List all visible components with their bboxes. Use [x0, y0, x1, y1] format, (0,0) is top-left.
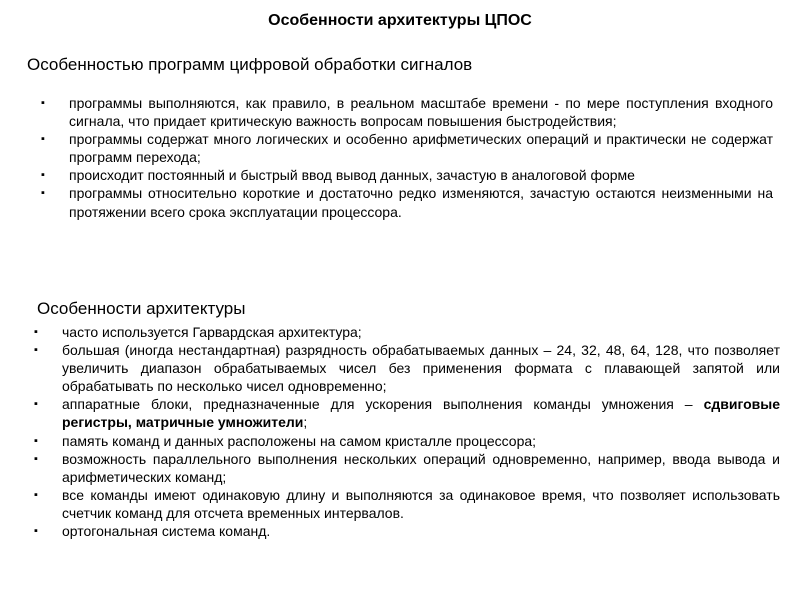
section1-heading: Особенностью программ цифровой обработки сигналов	[27, 55, 473, 74]
list-item-bold-text: сдвиговые регистры, матричные умножители	[62, 396, 780, 431]
list-item-text: возможность параллельного выполнения нескольких операций одновременно, например, ввода вывода и арифметических команд;	[62, 450, 780, 485]
bullet-icon: ▪	[34, 452, 38, 465]
list-item-text: ортогональная система команд.	[62, 523, 271, 540]
list-item	[41, 166, 773, 184]
list-item	[34, 323, 780, 341]
bullet-icon: ▪	[41, 97, 45, 109]
list-item	[34, 486, 780, 522]
bullet-icon: ▪	[34, 398, 38, 411]
page-title: Особенности архитектуры ЦПОС	[268, 12, 532, 29]
list-item	[34, 450, 780, 486]
section2-heading: Особенности архитектуры	[37, 299, 246, 318]
list-item-text: программы выполняются, как правило, в реальном масштабе времени - по мере поступления входного сигнала, что придает критическую важность вопросам повышения быстродействия;	[69, 95, 773, 130]
list-item-text: аппаратные блоки, предназначенные для ускорения выполнения команды умножения –	[62, 396, 704, 413]
list-item	[41, 184, 773, 220]
bullet-icon: ▪	[34, 326, 38, 338]
list-item-text: все команды имеют одинаковую длину и выполняются за одинаковое время, что позволяет использовать счетчик команд для отсчета временных интервалов.	[62, 486, 780, 521]
list-item	[34, 432, 780, 450]
list-item-text: память команд и данных расположены на самом кристалле процессора;	[62, 432, 537, 449]
list-item	[41, 130, 773, 166]
list-item	[34, 522, 780, 540]
list-item-text: программы содержат много логических и особенно арифметических операций и практически не содержат программ перехода;	[69, 131, 773, 166]
bullet-icon: ▪	[41, 133, 45, 146]
bullet-icon: ▪	[34, 434, 38, 447]
list-item-text-suffix: ;	[303, 414, 308, 431]
section2-list	[34, 323, 780, 540]
list-item-text: происходит постоянный и быстрый ввод вывод данных, зачастую в аналоговой форме	[69, 167, 635, 184]
list-item	[34, 395, 780, 431]
bullet-icon: ▪	[41, 169, 45, 182]
section1-list	[41, 94, 773, 221]
list-item	[41, 94, 773, 130]
bullet-icon: ▪	[34, 344, 38, 357]
list-item-text: программы относительно короткие и достаточно редко изменяются, зачастую остаются неизменными на протяжении всего срока эксплуатации процессора.	[69, 185, 773, 220]
list-item	[34, 341, 780, 395]
bullet-icon: ▪	[34, 488, 38, 501]
bullet-icon: ▪	[34, 525, 38, 538]
list-item-text: часто используется Гарвардская архитектура;	[62, 324, 362, 340]
list-item-text: большая (иногда нестандартная) разрядность обрабатываемых данных – 24, 32, 48, 64, 128, что позволяет увеличить диапазон обрабатываемых чисел без применения формата с плавающей запятой или обрабатывать по несколько чисел одновременно;	[62, 342, 780, 395]
bullet-icon: ▪	[41, 187, 45, 200]
